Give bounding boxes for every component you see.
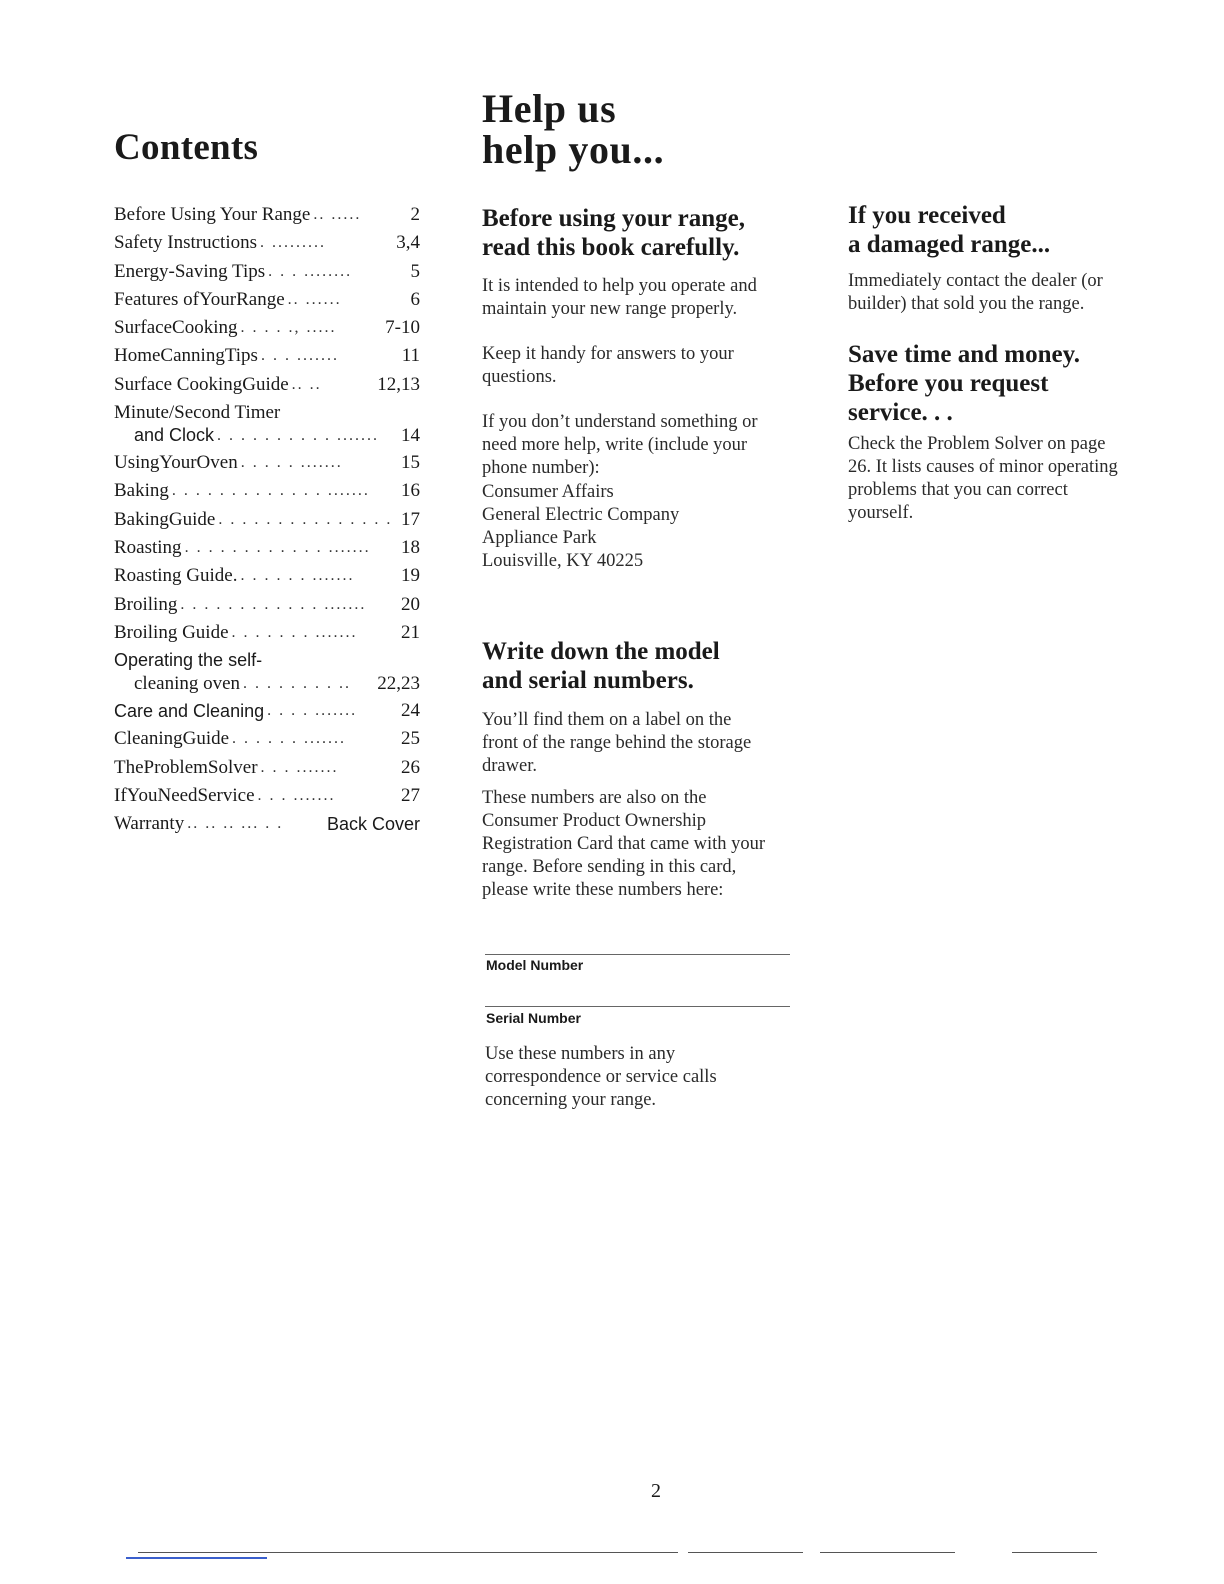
table-of-contents	[114, 203, 420, 841]
toc-item: Features ofYourRange .. ...... 6	[114, 288, 420, 310]
serial-number-label: Serial Number	[486, 1010, 581, 1026]
toc-item: BakingGuide . . . . . . . . . . . . . . . 17	[114, 508, 420, 530]
save-time-heading: Save time and money. Before you request service. . .	[848, 341, 1080, 426]
footer-rule	[1012, 1552, 1097, 1553]
toc-item: Before Using Your Range .. ..... 2	[114, 204, 420, 225]
toc-item: TheProblemSolver . . . ....... 26	[114, 756, 420, 778]
contents-title: Contents	[114, 127, 259, 168]
use-numbers-paragraph: Use these numbers in any correspondence or service calls concerning your range.	[485, 1044, 717, 1110]
page-number: 2	[651, 1480, 661, 1502]
damaged-range-section	[848, 201, 1148, 316]
toc-item: CleaningGuide . . . . . . ....... 25	[114, 728, 420, 750]
toc-item: Broiling . . . . . . . . . . . . ....... 20	[114, 593, 420, 615]
footer-rule	[688, 1552, 803, 1553]
toc-item: IfYouNeedService . . . ....... 27	[114, 785, 420, 807]
toc-item: Broiling Guide . . . . . . . ....... 21	[114, 621, 420, 643]
toc-item: UsingYourOven . . . . . ....... 15	[114, 452, 420, 474]
toc-item: HomeCanningTips . . . ....... 11	[114, 345, 420, 367]
registration-card-paragraph: These numbers are also on the Consumer Product Ownership Registration Card that came with your range. Before sending in this card, please write these numbers here:	[482, 788, 766, 900]
model-number-label: Model Number	[486, 957, 584, 973]
toc-item: Safety Instructions . ......... 3,4	[114, 232, 420, 254]
toc-item: Energy-Saving Tips . . . ........ 5	[114, 260, 420, 282]
toc-item: Baking . . . . . . . . . . . . . ....... 16	[114, 480, 420, 502]
toc-item: Roasting Guide. . . . . . . ....... 19	[114, 565, 420, 587]
toc-item: Warranty .. .. .. ... . . Back Cover	[114, 813, 420, 835]
toc-item: Minute/Second Timer and Clock . . . . . . . . . . ....... 14	[114, 402, 420, 447]
damaged-range-heading: If you received a damaged range...	[848, 202, 1051, 258]
footer-accent-rule	[126, 1557, 267, 1559]
write-paragraph: If you don’t understand something or need more help, write (include your phone number):	[482, 412, 758, 478]
model-serial-section	[482, 637, 782, 902]
label-location-paragraph: You’ll find them on a label on the front of the range behind the storage drawer.	[482, 710, 752, 776]
toc-item: Roasting . . . . . . . . . . . . ....... 18	[114, 536, 420, 558]
help-title: Help us help you...	[482, 86, 665, 172]
damaged-paragraph: Immediately contact the dealer (or builder) that sold you the range.	[848, 271, 1103, 314]
before-using-section	[482, 204, 782, 573]
problem-solver-paragraph: Check the Problem Solver on page 26. It lists causes of minor operating problems that you can correct yourself.	[848, 434, 1118, 523]
before-using-heading: Before using your range, read this book carefully.	[482, 205, 745, 261]
toc-item: Surface CookingGuide .. .. 12,13	[114, 373, 420, 395]
save-time-section	[848, 340, 1148, 525]
model-serial-heading: Write down the model and serial numbers.	[482, 638, 720, 694]
footer-rule	[138, 1552, 678, 1553]
serial-number-line	[485, 1006, 790, 1007]
toc-item: SurfaceCooking . . . . ., ..... 7-10	[114, 317, 420, 339]
toc-item: Care and Cleaning . . . . ....... 24	[114, 700, 420, 722]
intro-paragraph: It is intended to help you operate and maintain your new range properly.	[482, 276, 757, 319]
footer-rule	[820, 1552, 955, 1553]
keep-handy-paragraph: Keep it handy for answers to your questions.	[482, 344, 734, 387]
model-number-line	[485, 954, 790, 955]
mailing-address: Consumer Affairs General Electric Company Appliance Park Louisville, KY 40225	[482, 482, 680, 571]
toc-item: Operating the self- cleaning oven . . . . . . . . .. 22,23	[114, 650, 420, 695]
